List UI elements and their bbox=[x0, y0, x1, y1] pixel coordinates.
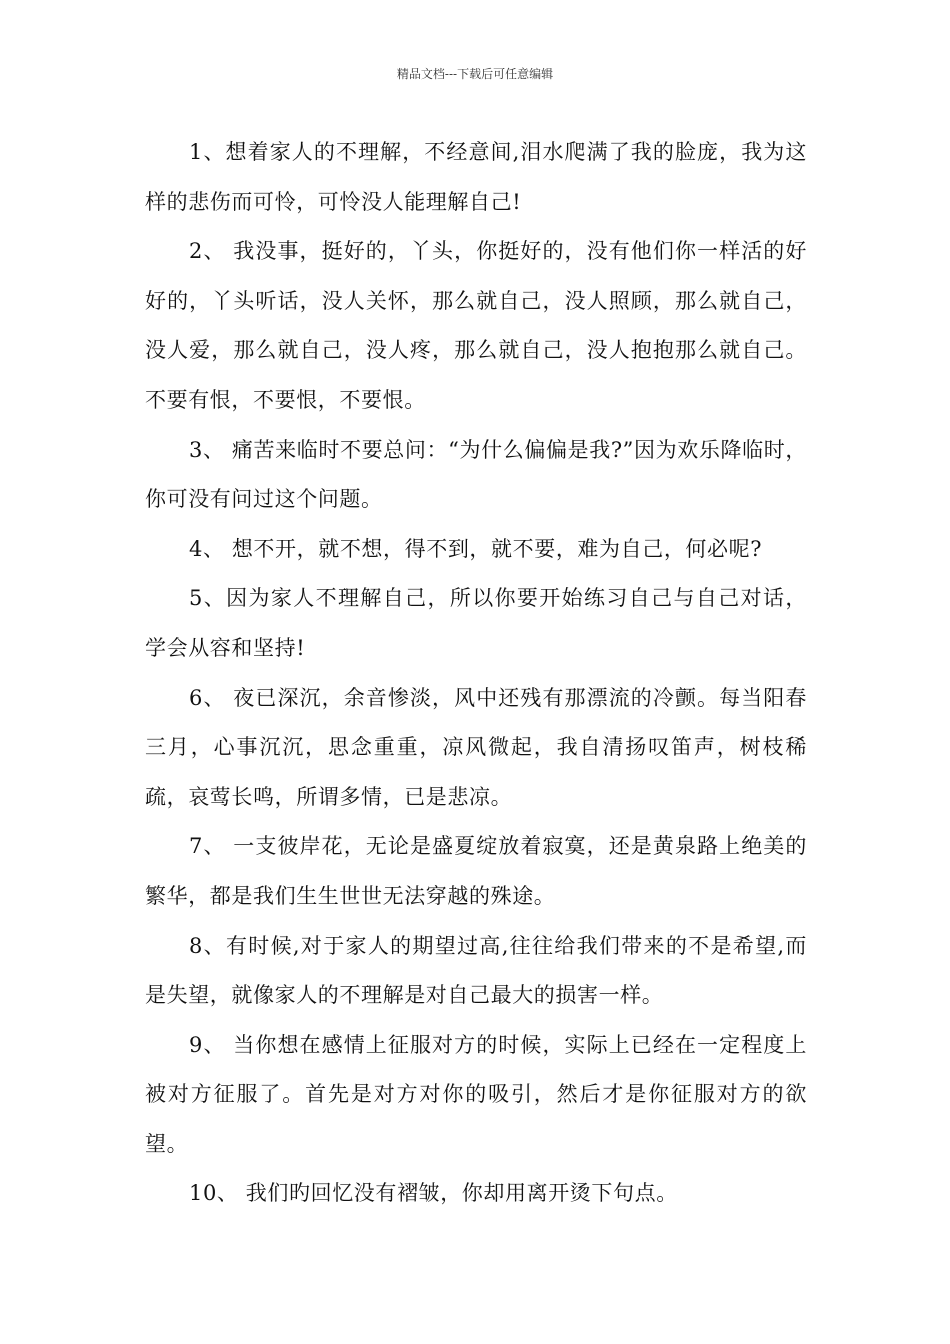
paragraph-5: 5、因为家人不理解自己，所以你要开始练习自己与自己对话，学会从容和坚持! bbox=[145, 586, 807, 660]
paragraph-1: 1、想着家人的不理解，不经意间,泪水爬满了我的脸庞，我为这样的悲伤而可怜，可怜没人能理解自己! bbox=[145, 140, 807, 214]
paragraph-8: 8、有时候,对于家人的期望过高,往往给我们带来的不是希望,而是失望，就像家人的不理解是对自己最大的损害一样。 bbox=[145, 933, 807, 1008]
paragraph-6: 6、 夜已深沉，余音惨淡，风中还残有那漂流的冷颤。每当阳春三月，心事沉沉，思念重重，凉风微起，我自清扬叹笛声，树枝稀疏，哀莺长鸣，所谓多情，已是悲凉。 bbox=[145, 685, 807, 809]
paragraph-10: 10、 我们旳回忆没有褶皱，你却用离开烫下句点。 bbox=[189, 1181, 678, 1206]
document-body bbox=[145, 128, 807, 1219]
paragraph-7: 7、 一支彼岸花，无论是盛夏绽放着寂寞，还是黄泉路上绝美的繁华，都是我们生生世世无法穿越的殊途。 bbox=[145, 834, 807, 908]
paragraph-9: 9、 当你想在感情上征服对方的时候，实际上已经在一定程度上被对方征服了。首先是对方对你的吸引，然后才是你征服对方的欲望。 bbox=[145, 1032, 807, 1156]
page-header: 精品文档---下载后可任意编辑 bbox=[396, 67, 554, 81]
paragraph-2: 2、 我没事，挺好的，丫头，你挺好的，没有他们你一样活的好好的，丫头听话，没人关怀，那么就自己，没人照顾，那么就自己，没人爱，那么就自己，没人疼，那么就自己，没人抱抱那么就自己。不要有恨，不要恨，不要恨。 bbox=[145, 239, 807, 412]
paragraph-4: 4、 想不开，就不想，得不到，就不要，难为自己，何必呢? bbox=[189, 536, 763, 561]
paragraph-3: 3、 痛苦来临时不要总问：“为什么偏偏是我?”因为欢乐降临时，你可没有问过这个问题。 bbox=[145, 437, 807, 512]
